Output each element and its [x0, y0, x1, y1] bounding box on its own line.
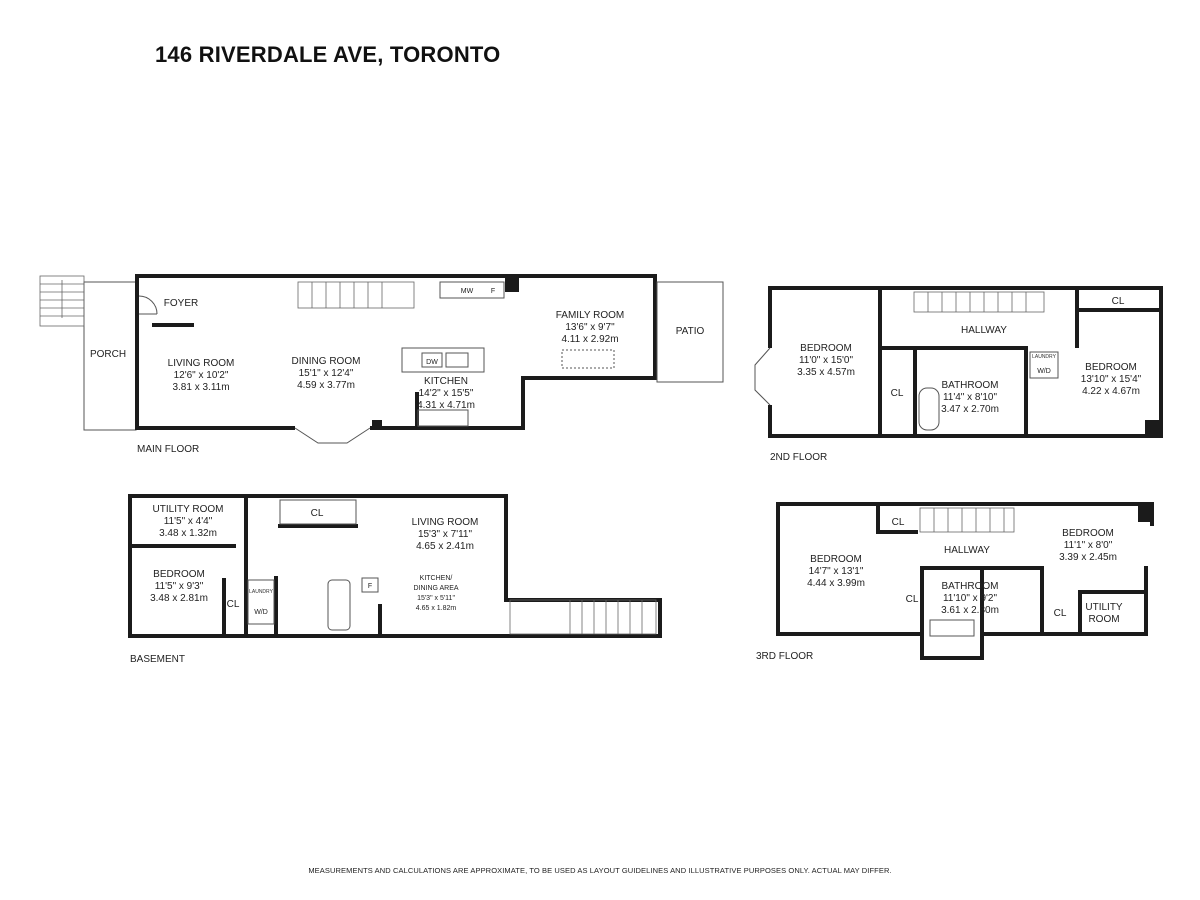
bathroom-2f-label: BATHROOM	[941, 380, 999, 391]
bathroom-3f-label: BATHROOM	[941, 581, 999, 592]
bathtub	[919, 388, 939, 430]
closet2-3f-label: CL	[905, 594, 919, 605]
family-table	[562, 350, 614, 368]
closet1-3f-label: CL	[891, 517, 905, 528]
living-room-metric: 3.81 x 3.11m	[172, 382, 230, 393]
dining-room-label: DINING ROOM	[291, 356, 361, 367]
basement-label: BASEMENT	[130, 654, 186, 665]
bedroom1-3f-metric: 4.44 x 3.99m	[807, 578, 865, 589]
microwave-label: MW	[460, 288, 474, 295]
disclaimer: MEASUREMENTS AND CALCULATIONS ARE APPROXIMATE, TO BE USED AS LAYOUT GUIDELINES AND ILLUSTRATIVE PURPOSES ONLY. ACTUAL MAY DIFFER.	[308, 866, 892, 875]
utility-room-b-label: UTILITY ROOM	[152, 504, 224, 515]
bedroom1-2f-label: BEDROOM	[800, 343, 852, 354]
third-floor-plan	[756, 502, 1154, 662]
patio-label: PATIO	[675, 326, 705, 337]
kitchen-b-metric: 4.65 x 1.82m	[415, 605, 457, 612]
main-floor-label: MAIN FLOOR	[137, 444, 200, 455]
family-room-label: FAMILY ROOM	[555, 310, 625, 321]
dining-room-metric: 4.59 x 3.77m	[297, 380, 355, 391]
utility-3f-label: UTILITY	[1085, 602, 1123, 613]
double-vanity	[930, 620, 974, 636]
fridge-label: F	[490, 288, 496, 295]
hallway-2f-label: HALLWAY	[961, 325, 1007, 336]
second-floor-plan	[755, 286, 1163, 463]
bedroom1-2f-metric: 3.35 x 4.57m	[797, 367, 855, 378]
dishwasher-label: DW	[426, 359, 438, 366]
family-room-imperial: 13'6" x 9'7"	[565, 322, 615, 333]
laundry-b-label: LAUNDRY	[249, 589, 273, 595]
bedroom2-2f-metric: 4.22 x 4.67m	[1082, 386, 1140, 397]
foyer-label: FOYER	[163, 298, 199, 309]
basement-laundry	[248, 580, 274, 624]
second-floor-label: 2ND FLOOR	[770, 452, 828, 463]
bay-window	[295, 428, 370, 443]
kitchen-b-imperial: 15'3" x 5'11"	[417, 595, 455, 602]
bedroom2-2f-label: BEDROOM	[1085, 362, 1137, 373]
basement-stairs	[510, 600, 656, 634]
closet3-3f-label: CL	[1053, 608, 1067, 619]
kitchen-b-label-2: DINING AREA	[413, 585, 459, 592]
porch-label: PORCH	[89, 349, 127, 360]
porch-stairs	[40, 276, 84, 326]
family-room-metric: 4.11 x 2.92m	[561, 334, 619, 345]
closet2-b-label: CL	[310, 508, 324, 519]
closet2-2f-label: CL	[1111, 296, 1125, 307]
kitchen-counter	[418, 410, 468, 426]
living-room-b-metric: 4.65 x 2.41m	[416, 541, 474, 552]
page-title: 146 RIVERDALE AVE, TORONTO	[155, 42, 501, 67]
dining-room-imperial: 15'1" x 12'4"	[298, 368, 354, 379]
third-floor-label: 3RD FLOOR	[756, 651, 814, 662]
closet1-b-label: CL	[226, 599, 240, 610]
closet1-2f-label: CL	[890, 388, 904, 399]
fridge-b-label: F	[367, 583, 373, 590]
living-room-b-imperial: 15'3" x 7'11"	[417, 529, 473, 540]
bedroom2-3f-label: BEDROOM	[1062, 528, 1114, 539]
utility-room-b-metric: 3.48 x 1.32m	[159, 528, 217, 539]
living-room-b-label: LIVING ROOM	[411, 517, 479, 528]
third-floor-stairs	[920, 508, 1014, 532]
washer-dryer-b-label: W/D	[254, 609, 268, 616]
kitchen-imperial: 14'2" x 15'5"	[418, 388, 474, 399]
utility-room-b-imperial: 11'5" x 4'4"	[163, 516, 213, 527]
kitchen-b-label: KITCHEN/	[419, 575, 453, 582]
kitchen-label: KITCHEN	[424, 376, 468, 387]
bedroom2-3f-imperial: 11'1" x 8'0"	[1063, 540, 1113, 551]
bedroom-b-imperial: 11'5" x 9'3"	[154, 581, 204, 592]
bathroom-2f-imperial: 11'4" x 8'10"	[942, 392, 998, 403]
bedroom1-2f-imperial: 11'0" x 15'0"	[798, 355, 854, 366]
living-room-imperial: 12'6" x 10'2"	[173, 370, 229, 381]
bathroom-2f-metric: 3.47 x 2.70m	[941, 404, 999, 415]
bathroom-3f-imperial: 11'10" x 9'2"	[942, 593, 998, 604]
hallway-3f-label: HALLWAY	[944, 545, 990, 556]
living-room-label: LIVING ROOM	[167, 358, 235, 369]
bedroom1-3f-imperial: 14'7" x 13'1"	[808, 566, 864, 577]
bedroom1-3f-label: BEDROOM	[810, 554, 862, 565]
main-floor-walls	[135, 274, 657, 430]
bedroom2-2f-imperial: 13'10" x 15'4"	[1080, 374, 1142, 385]
kitchen-island	[402, 348, 484, 372]
bedroom-b-metric: 3.48 x 2.81m	[150, 593, 208, 604]
laundry-2f-label: LAUNDRY	[1032, 354, 1056, 360]
basement-plan	[128, 494, 662, 665]
bay-window-2f	[755, 348, 770, 405]
basement-tub	[328, 580, 350, 630]
main-floor-plan	[40, 274, 723, 455]
kitchen-metric: 4.31 x 4.71m	[417, 400, 475, 411]
bathroom-3f-metric: 3.61 x 2.80m	[941, 605, 999, 616]
utility-3f-label-2: ROOM	[1088, 614, 1120, 625]
foyer-door	[139, 296, 157, 314]
second-floor-stairs	[914, 292, 1044, 312]
bedroom-b-label: BEDROOM	[153, 569, 205, 580]
bedroom2-3f-metric: 3.39 x 2.45m	[1059, 552, 1117, 563]
washer-dryer-2f-label: W/D	[1037, 368, 1051, 375]
main-stairs	[298, 282, 414, 308]
